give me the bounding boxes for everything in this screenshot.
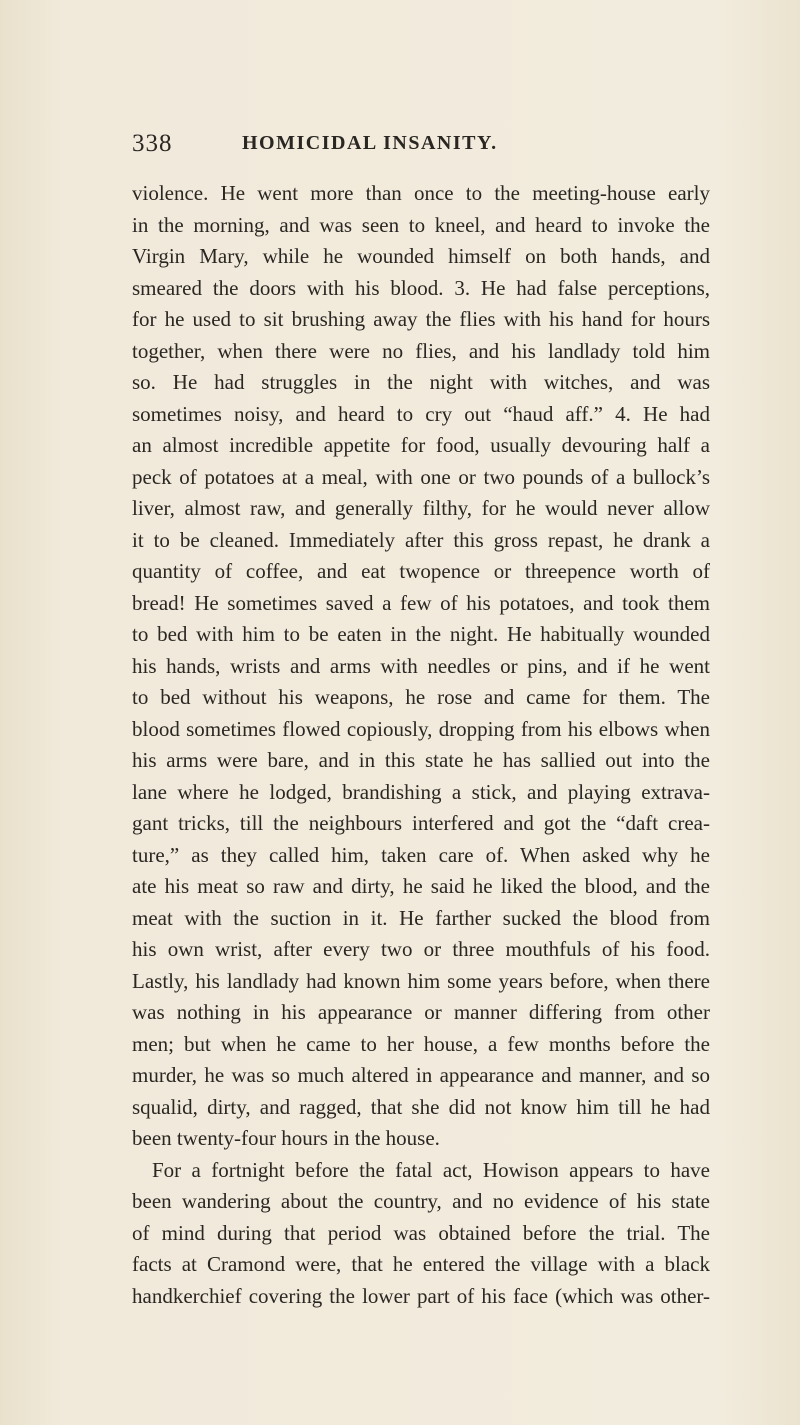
text-line: to bed with him to be eaten in the night. He habitually wounded [132, 622, 710, 646]
text-line: his arms were bare, and in this state he has sallied out into the [132, 748, 710, 772]
text-line: liver, almost raw, and generally filthy, for he would never allow [132, 496, 710, 520]
text-line: it to be cleaned. Immediately after this gross repast, he drank a [132, 527, 710, 552]
text-line: squalid, dirty, and ragged, that she did not know him till he had [132, 1094, 710, 1119]
text-line: facts at Cramond were, that he entered the village with a black [132, 1252, 710, 1276]
body-text [132, 178, 710, 1312]
text-line: smeared the doors with his blood. 3. He had false perceptions, [132, 275, 710, 300]
text-line: ture,” as they called him, taken care of. When asked why he [132, 842, 710, 867]
text-line: men; but when he came to her house, a few months before the [132, 1031, 710, 1056]
text-line: quantity of coffee, and eat twopence or threepence worth of [132, 559, 710, 583]
text-line: been twenty-four hours in the house. [132, 1126, 440, 1150]
running-title: HOMICIDAL INSANITY. [242, 132, 498, 154]
text-line: sometimes noisy, and heard to cry out “haud aff.” 4. He had [132, 401, 710, 426]
text-line: was nothing in his appearance or manner differing from other [132, 1000, 710, 1024]
text-line: his own wrist, after every two or three mouthfuls of his food. [132, 937, 710, 961]
text-line: lane where he lodged, brandishing a stick, and playing extrava- [132, 779, 710, 804]
text-line: For a fortnight before the fatal act, Howison appears to have [152, 1157, 710, 1182]
text-line: been wandering about the country, and no evidence of his state [132, 1189, 710, 1213]
text-line: ate his meat so raw and dirty, he said he liked the blood, and the [132, 874, 710, 898]
page-number: 338 [132, 130, 173, 157]
text-line: in the morning, and was seen to kneel, and heard to invoke the [132, 212, 710, 237]
text-line: Virgin Mary, while he wounded himself on both hands, and [132, 244, 710, 268]
text-line: together, when there were no flies, and his landlady told him [132, 338, 710, 363]
page-header [132, 130, 712, 166]
text-line: peck of potatoes at a meal, with one or two pounds of a bullock’s [132, 464, 710, 489]
text-line: for he used to sit brushing away the flies with his hand for hours [132, 307, 710, 331]
text-line: handkerchief covering the lower part of his face (which was other- [132, 1283, 710, 1308]
text-line: of mind during that period was obtained before the trial. The [132, 1220, 710, 1245]
text-line: murder, he was so much altered in appearance and manner, and so [132, 1063, 710, 1087]
text-line: so. He had struggles in the night with witches, and was [132, 370, 710, 394]
text-line: to bed without his weapons, he rose and came for them. The [132, 685, 710, 709]
text-line: gant tricks, till the neighbours interfered and got the “daft crea- [132, 811, 710, 835]
text-line: meat with the suction in it. He farther sucked the blood from [132, 905, 710, 930]
text-line: violence. He went more than once to the meeting-house early [132, 181, 710, 205]
text-line: bread! He sometimes saved a few of his potatoes, and took them [132, 590, 710, 615]
text-line: an almost incredible appetite for food, usually devouring half a [132, 433, 710, 457]
text-line: his hands, wrists and arms with needles or pins, and if he went [132, 653, 710, 678]
text-line: Lastly, his landlady had known him some years before, when there [132, 968, 710, 993]
text-line: blood sometimes flowed copiously, dropping from his elbows when [132, 716, 710, 741]
